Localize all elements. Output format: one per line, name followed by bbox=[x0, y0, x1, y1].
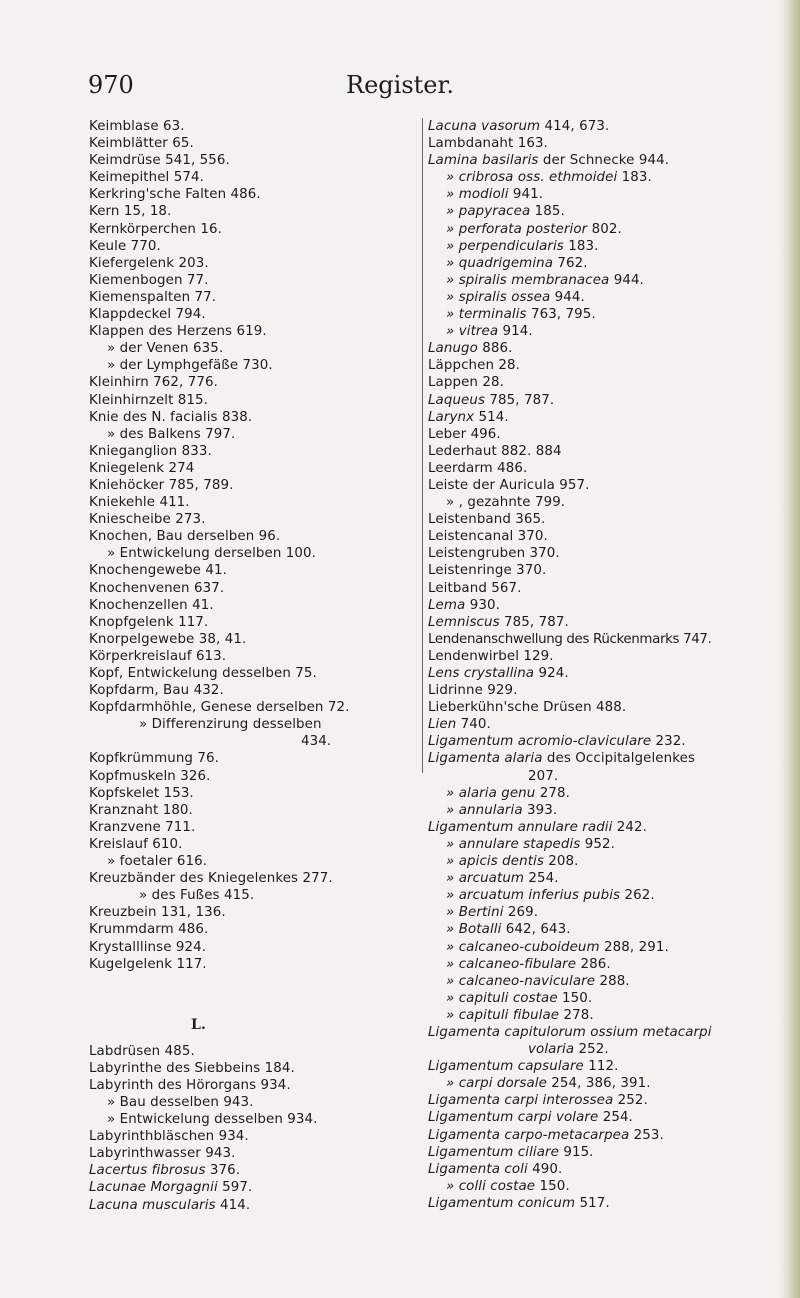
latin-term: » perforata posterior bbox=[446, 221, 588, 237]
index-subentry bbox=[428, 203, 778, 220]
index-entry: Lendenanschwellung des Rückenmarks 747. bbox=[428, 631, 712, 647]
page-ref: 269. bbox=[503, 905, 539, 921]
index-entry: Klappen des Herzens 619. bbox=[89, 324, 267, 340]
latin-term: » vitrea bbox=[446, 324, 499, 340]
index-subentry bbox=[428, 323, 778, 340]
index-column-right bbox=[428, 118, 778, 1212]
latin-term: » Botalli bbox=[446, 922, 502, 938]
index-subentry bbox=[428, 255, 778, 272]
page-ref: 232. bbox=[651, 734, 686, 750]
index-subentry bbox=[428, 973, 778, 990]
page-ref: 242. bbox=[612, 819, 648, 835]
latin-term: » colli costae bbox=[446, 1178, 536, 1194]
index-entry: Knochenzellen 41. bbox=[89, 597, 214, 613]
index-subentry: » foetaler 616. bbox=[107, 854, 208, 870]
latin-term: Lacertus fibrosus bbox=[89, 1163, 206, 1179]
page-ref: 208. bbox=[543, 854, 579, 870]
index-subentry: » des Balkens 797. bbox=[107, 426, 236, 442]
latin-term: Lacuna vasorum bbox=[428, 119, 541, 134]
latin-term: » modioli bbox=[446, 187, 509, 203]
page-ref: 252. bbox=[613, 1093, 648, 1109]
index-subentry bbox=[428, 785, 778, 802]
index-subentry bbox=[428, 1007, 778, 1024]
index-entry: Kranzvene 711. bbox=[89, 819, 196, 835]
latin-term: » arcuatum bbox=[446, 871, 525, 887]
latin-term: » capituli fibulae bbox=[446, 1007, 560, 1023]
index-subentry bbox=[428, 836, 778, 853]
latin-term: Lens crystallina bbox=[428, 666, 535, 681]
latin-term: » arcuatum inferius pubis bbox=[446, 888, 621, 904]
index-entry: Kniehöcker 785, 789. bbox=[89, 477, 234, 493]
latin-term: » alaria genu bbox=[446, 785, 536, 801]
index-entry bbox=[428, 1058, 778, 1075]
page-ref: 254, 386, 391. bbox=[546, 1076, 651, 1092]
index-entry: Kleinhirnzelt 815. bbox=[89, 392, 209, 408]
index-entry bbox=[89, 1179, 419, 1196]
index-entry bbox=[428, 1092, 778, 1109]
index-subentry: » des Fußes 415. bbox=[139, 888, 255, 904]
index-subentry bbox=[428, 186, 778, 203]
latin-term: Ligamentum ciliare bbox=[428, 1144, 559, 1160]
page-ref: 763, 795. bbox=[526, 307, 596, 323]
page-ref: 762. bbox=[553, 255, 588, 271]
index-entry: Kopfskelet 153. bbox=[89, 785, 194, 801]
index-entry: Kiemenbogen 77. bbox=[89, 272, 209, 288]
latin-term: » annulare stapedis bbox=[446, 836, 581, 852]
index-entry: Kiefergelenk 203. bbox=[89, 255, 209, 271]
index-entry bbox=[428, 1161, 778, 1178]
index-entry: Labyrinth des Hörorgans 934. bbox=[89, 1077, 291, 1093]
latin-term: Lacuna muscularis bbox=[89, 1197, 216, 1213]
index-subentry bbox=[428, 870, 778, 887]
index-entry bbox=[89, 1162, 419, 1179]
index-entry: Lendenwirbel 129. bbox=[428, 648, 554, 664]
index-subentry bbox=[428, 272, 778, 289]
page-ref: 278. bbox=[535, 785, 570, 801]
page-ref: 886. bbox=[477, 341, 513, 357]
index-entry: Kopfmuskeln 326. bbox=[89, 768, 211, 784]
latin-term: Ligamentum conicum bbox=[428, 1195, 576, 1211]
index-subentry: » Bau desselben 943. bbox=[107, 1094, 254, 1110]
index-subentry: » Entwickelung desselben 934. bbox=[107, 1112, 318, 1128]
page-ref: 785, 787. bbox=[499, 614, 569, 630]
page-ref: 785, 787. bbox=[485, 392, 555, 408]
index-entry: Keimdrüse 541, 556. bbox=[89, 153, 230, 169]
index-entry: Krystalllinse 924. bbox=[89, 939, 207, 955]
latin-term: Lien bbox=[428, 717, 457, 733]
latin-term: volaria bbox=[528, 1042, 575, 1058]
index-entry: Keimepithel 574. bbox=[89, 170, 204, 186]
index-subentry bbox=[428, 238, 778, 255]
latin-term: Ligamentum acromio-claviculare bbox=[428, 734, 652, 750]
latin-term: » calcaneo-fibulare bbox=[446, 956, 577, 972]
page-ref: 514. bbox=[474, 409, 509, 425]
page-ref: der Schnecke 944. bbox=[538, 153, 670, 169]
index-entry: Keimblase 63. bbox=[89, 119, 185, 134]
index-entry: Lappen 28. bbox=[428, 375, 504, 391]
index-entry: Kniekehle 411. bbox=[89, 495, 190, 511]
page-ref: 944. bbox=[609, 272, 644, 288]
index-entry: Kreislauf 610. bbox=[89, 836, 183, 852]
index-entry: Krummdarm 486. bbox=[89, 922, 209, 938]
index-entry: Knochen, Bau derselben 96. bbox=[89, 529, 281, 545]
index-entry: Leistencanal 370. bbox=[428, 529, 548, 545]
page-ref: 393. bbox=[522, 802, 558, 818]
latin-term: » terminalis bbox=[446, 307, 527, 323]
page-ref: 286. bbox=[576, 956, 611, 972]
latin-term: » annularia bbox=[446, 802, 523, 818]
index-entry: Kopfkrümmung 76. bbox=[89, 751, 219, 767]
latin-term: » papyracea bbox=[446, 204, 531, 220]
page-ref: 150. bbox=[535, 1178, 570, 1194]
index-entry: Leerdarm 486. bbox=[428, 460, 528, 476]
page-ref: 253. bbox=[629, 1127, 664, 1143]
page-ref: 252. bbox=[574, 1042, 609, 1058]
latin-term: Ligamenta capitulorum ossium metacarpi bbox=[428, 1024, 712, 1040]
section-letter-heading: L. bbox=[191, 1016, 206, 1033]
index-entry: Lieberkühn'sche Drüsen 488. bbox=[428, 700, 627, 716]
index-entry bbox=[428, 392, 778, 409]
latin-term: Ligamenta alaria bbox=[428, 751, 543, 767]
latin-term: » spiralis ossea bbox=[446, 289, 551, 305]
index-entry: Leber 496. bbox=[428, 426, 501, 442]
index-column-left bbox=[89, 118, 419, 1214]
page-ref: 915. bbox=[558, 1144, 594, 1160]
index-subentry: » Entwickelung derselben 100. bbox=[107, 546, 317, 562]
page-ref: 376. bbox=[205, 1163, 241, 1179]
index-entry: Klappdeckel 794. bbox=[89, 307, 206, 323]
index-subentry bbox=[428, 956, 778, 973]
index-entry bbox=[428, 1024, 778, 1041]
index-entry: Leistenringe 370. bbox=[428, 563, 547, 579]
page-edge-shadow bbox=[778, 0, 800, 1298]
latin-term: » apicis dentis bbox=[446, 854, 544, 870]
page-ref: 517. bbox=[575, 1195, 610, 1211]
latin-term: Ligamentum annulare radii bbox=[428, 819, 613, 835]
index-entry: Leiste der Auricula 957. bbox=[428, 477, 590, 493]
index-entry bbox=[428, 819, 778, 836]
index-entry: Knopfgelenk 117. bbox=[89, 614, 209, 630]
index-entry: Kleinhirn 762, 776. bbox=[89, 375, 218, 391]
page-ref: 183. bbox=[617, 170, 652, 186]
index-entry bbox=[428, 1195, 778, 1212]
index-entry: Kopfdarmhöhle, Genese derselben 72. bbox=[89, 700, 350, 716]
page-ref: 597. bbox=[217, 1180, 253, 1196]
index-entry: Knochengewebe 41. bbox=[89, 563, 227, 579]
index-entry: Lambdanaht 163. bbox=[428, 136, 548, 152]
latin-term: » spiralis membranacea bbox=[446, 272, 610, 288]
index-subentry bbox=[428, 169, 778, 186]
index-entry bbox=[428, 118, 778, 135]
page-ref: 254. bbox=[524, 871, 559, 887]
index-subentry bbox=[428, 1178, 778, 1195]
latin-term: Lema bbox=[428, 597, 466, 613]
page-ref: 941. bbox=[508, 187, 544, 203]
section-gap bbox=[89, 973, 419, 1007]
index-entry bbox=[428, 1109, 778, 1126]
latin-term: » calcaneo-cuboideum bbox=[446, 939, 600, 955]
latin-term: » calcaneo-naviculare bbox=[446, 973, 596, 989]
index-continuation: 207. bbox=[528, 768, 559, 784]
latin-term: » Bertini bbox=[446, 905, 504, 921]
index-subentry bbox=[428, 289, 778, 306]
index-entry: Kopfdarm, Bau 432. bbox=[89, 683, 224, 699]
index-entry: Keule 770. bbox=[89, 238, 161, 254]
index-subentry bbox=[428, 939, 778, 956]
index-subentry bbox=[428, 853, 778, 870]
page-ref: 254. bbox=[598, 1110, 633, 1126]
index-entry: Kugelgelenk 117. bbox=[89, 956, 207, 972]
index-entry: Läppchen 28. bbox=[428, 358, 520, 374]
index-entry: Labdrüsen 485. bbox=[89, 1043, 195, 1059]
page-ref: 952. bbox=[580, 836, 615, 852]
index-entry: Leistenband 365. bbox=[428, 512, 546, 528]
index-entry: Körperkreislauf 613. bbox=[89, 648, 227, 664]
index-entry: Kerkring'sche Falten 486. bbox=[89, 187, 261, 203]
index-entry: Lederhaut 882. 884 bbox=[428, 443, 562, 459]
index-entry: Labyrinthbläschen 934. bbox=[89, 1129, 249, 1145]
index-entry bbox=[428, 614, 778, 631]
column-divider bbox=[422, 118, 423, 773]
latin-term: Lacunae Morgagnii bbox=[89, 1180, 218, 1196]
index-subentry bbox=[428, 990, 778, 1007]
latin-term: Lanugo bbox=[428, 341, 478, 357]
index-entry: Kreuzbein 131, 136. bbox=[89, 905, 226, 921]
index-subentry: » Differenzirung desselben bbox=[139, 717, 322, 733]
index-entry: Knie des N. facialis 838. bbox=[89, 409, 253, 425]
index-entry: Lidrinne 929. bbox=[428, 683, 518, 699]
index-subentry bbox=[428, 904, 778, 921]
index-subentry bbox=[428, 887, 778, 904]
index-entry bbox=[428, 152, 778, 169]
latin-term: » cribrosa oss. ethmoidei bbox=[446, 170, 618, 186]
index-entry: Knochenvenen 637. bbox=[89, 580, 225, 596]
page-ref: des Occipitalgelenkes bbox=[542, 751, 696, 767]
index-entry: Labyrinthwasser 943. bbox=[89, 1146, 236, 1162]
index-continuation: 434. bbox=[301, 734, 332, 750]
latin-term: Ligamenta carpo-metacarpea bbox=[428, 1127, 630, 1143]
index-entry: Leitband 567. bbox=[428, 580, 522, 596]
index-subentry: » , gezahnte 799. bbox=[446, 495, 566, 511]
index-entry bbox=[428, 409, 778, 426]
index-entry bbox=[428, 750, 778, 767]
page-ref: 930. bbox=[465, 597, 500, 613]
page-ref: 278. bbox=[559, 1007, 594, 1023]
page-ref: 262. bbox=[620, 888, 655, 904]
index-entry bbox=[428, 733, 778, 750]
page-ref: 924. bbox=[534, 666, 569, 681]
page-ref: 288, 291. bbox=[599, 939, 669, 955]
page-number: 970 bbox=[88, 71, 134, 99]
index-subentry bbox=[428, 1075, 778, 1092]
index-subentry: » der Venen 635. bbox=[107, 341, 224, 357]
latin-term: Laqueus bbox=[428, 392, 486, 408]
latin-term: Ligamentum carpi volare bbox=[428, 1110, 599, 1126]
page-ref: 414. bbox=[215, 1197, 251, 1213]
page-ref: 288. bbox=[595, 973, 630, 989]
index-entry bbox=[428, 665, 778, 682]
index-entry: Kniescheibe 273. bbox=[89, 512, 206, 528]
index-subentry bbox=[428, 921, 778, 938]
index-entry: Kern 15, 18. bbox=[89, 204, 172, 220]
latin-term: Ligamenta carpi interossea bbox=[428, 1093, 614, 1109]
index-entry bbox=[428, 597, 778, 614]
page-ref: 944. bbox=[550, 289, 585, 305]
index-entry bbox=[428, 1127, 778, 1144]
page-ref: 740. bbox=[456, 717, 491, 733]
index-entry bbox=[428, 1144, 778, 1161]
latin-term: » capituli costae bbox=[446, 990, 558, 1006]
index-entry: Leistengruben 370. bbox=[428, 546, 560, 562]
latin-term: » quadrigemina bbox=[446, 255, 554, 271]
index-subentry bbox=[428, 306, 778, 323]
page-ref: 112. bbox=[583, 1059, 619, 1075]
index-entry: Kranznaht 180. bbox=[89, 802, 193, 818]
index-entry: Kernkörperchen 16. bbox=[89, 221, 222, 237]
latin-term: » carpi dorsale bbox=[446, 1076, 547, 1092]
index-entry: Kreuzbänder des Kniegelenkes 277. bbox=[89, 871, 333, 887]
index-entry bbox=[428, 716, 778, 733]
page-ref: 414, 673. bbox=[540, 119, 610, 134]
index-subentry bbox=[428, 802, 778, 819]
page-ref: 914. bbox=[498, 324, 533, 340]
page-ref: 490. bbox=[527, 1161, 563, 1177]
latin-term: Ligamenta coli bbox=[428, 1161, 528, 1177]
page-ref: 642, 643. bbox=[501, 922, 571, 938]
page-ref: 802. bbox=[587, 221, 622, 237]
latin-term: Larynx bbox=[428, 409, 475, 425]
index-entry bbox=[428, 340, 778, 357]
index-entry: Knorpelgewebe 38, 41. bbox=[89, 631, 247, 647]
running-title: Register. bbox=[346, 71, 454, 99]
index-entry: Labyrinthe des Siebbeins 184. bbox=[89, 1060, 295, 1076]
latin-term: Lemniscus bbox=[428, 614, 500, 630]
index-entry bbox=[89, 1197, 419, 1214]
index-entry: Kniegelenk 274 bbox=[89, 460, 195, 476]
page-ref: 185. bbox=[530, 204, 565, 220]
index-subentry: » der Lymphgefäße 730. bbox=[107, 358, 273, 374]
page-ref: 150. bbox=[557, 990, 593, 1006]
index-continuation bbox=[428, 1041, 778, 1058]
latin-term: Ligamentum capsulare bbox=[428, 1059, 584, 1075]
index-entry: Knieganglion 833. bbox=[89, 443, 212, 459]
index-entry: Keimblätter 65. bbox=[89, 136, 194, 152]
index-subentry bbox=[428, 221, 778, 238]
index-entry: Kiemenspalten 77. bbox=[89, 289, 217, 305]
latin-term: » perpendicularis bbox=[446, 238, 564, 254]
index-entry: Kopf, Entwickelung desselben 75. bbox=[89, 666, 317, 681]
page-ref: 183. bbox=[563, 238, 599, 254]
latin-term: Lamina basilaris bbox=[428, 153, 539, 169]
